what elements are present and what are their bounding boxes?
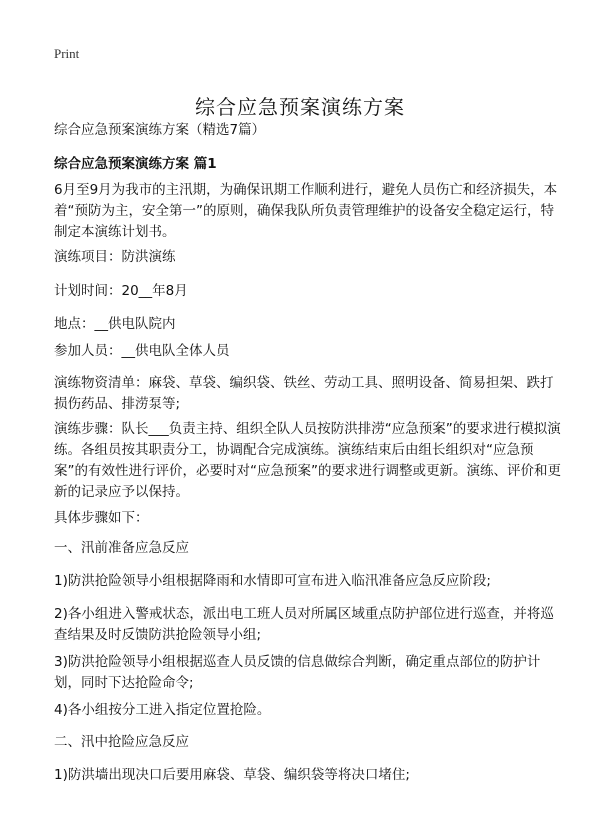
stage1-item-2: 2)各小组进入警戒状态，派出电工班人员对所属区域重点防护部位进行巡查，并将巡查结果及时反馈防洪抢险领导小组; <box>54 606 554 643</box>
planned-time: 计划时间：20__年8月 <box>54 283 188 299</box>
stage1-item-4: 4)各小组按分工进入指定位置抢险。 <box>54 702 271 718</box>
stage1-title: 一、汛前准备应急反应 <box>54 540 189 556</box>
drill-steps: 演练步骤：队长___负责主持、组织全队人员按防洪排涝“应急预案”的要求进行模拟演练。各组员按其职责分工，协调配合完成演练。演练结束后由组长组织对“应急预案”的有效性进行评价，必要时对“应急预案”的要求进行调整或更新。演练、评价和更新的记录应予以保持。 <box>54 421 561 500</box>
specific-steps-label: 具体步骤如下： <box>54 510 149 526</box>
intro-paragraph: 6月至9月为我市的主汛期，为确保讯期工作顺利进行，避免人员伤亡和经济损失，本着“预防为主，安全第一”的原则，确保我队所负责管理维护的设备安全稳定运行，特制定本演练计划书。 <box>54 182 558 240</box>
stage1-item-1: 1)防洪抢险领导小组根据降雨和水情即可宣布进入临汛准备应急反应阶段; <box>54 573 491 589</box>
document-subtitle: 综合应急预案演练方案（精选7篇） <box>54 122 266 138</box>
document-title: 综合应急预案演练方案 <box>195 95 405 120</box>
drill-project: 演练项目：防洪演练 <box>54 249 176 265</box>
stage2-title: 二、汛中抢险应急反应 <box>54 734 189 750</box>
drill-location: 地点：__供电队院内 <box>54 316 176 332</box>
stage2-item-1: 1)防洪墙出现决口后要用麻袋、草袋、编织袋等将决口堵住; <box>54 767 410 783</box>
participants: 参加人员：__供电队全体人员 <box>54 343 230 359</box>
stage1-item-3: 3)防洪抢险领导小组根据巡查人员反馈的信息做综合判断，确定重点部位的防护计划，同时下达抢险命令; <box>54 654 541 691</box>
materials-list: 演练物资清单：麻袋、草袋、编织袋、铁丝、劳动工具、照明设备、简易担架、跌打损伤药品、排涝泵等; <box>54 375 554 412</box>
print-label[interactable]: Print <box>54 46 80 61</box>
section-heading: 综合应急预案演练方案 篇1 <box>54 156 217 172</box>
